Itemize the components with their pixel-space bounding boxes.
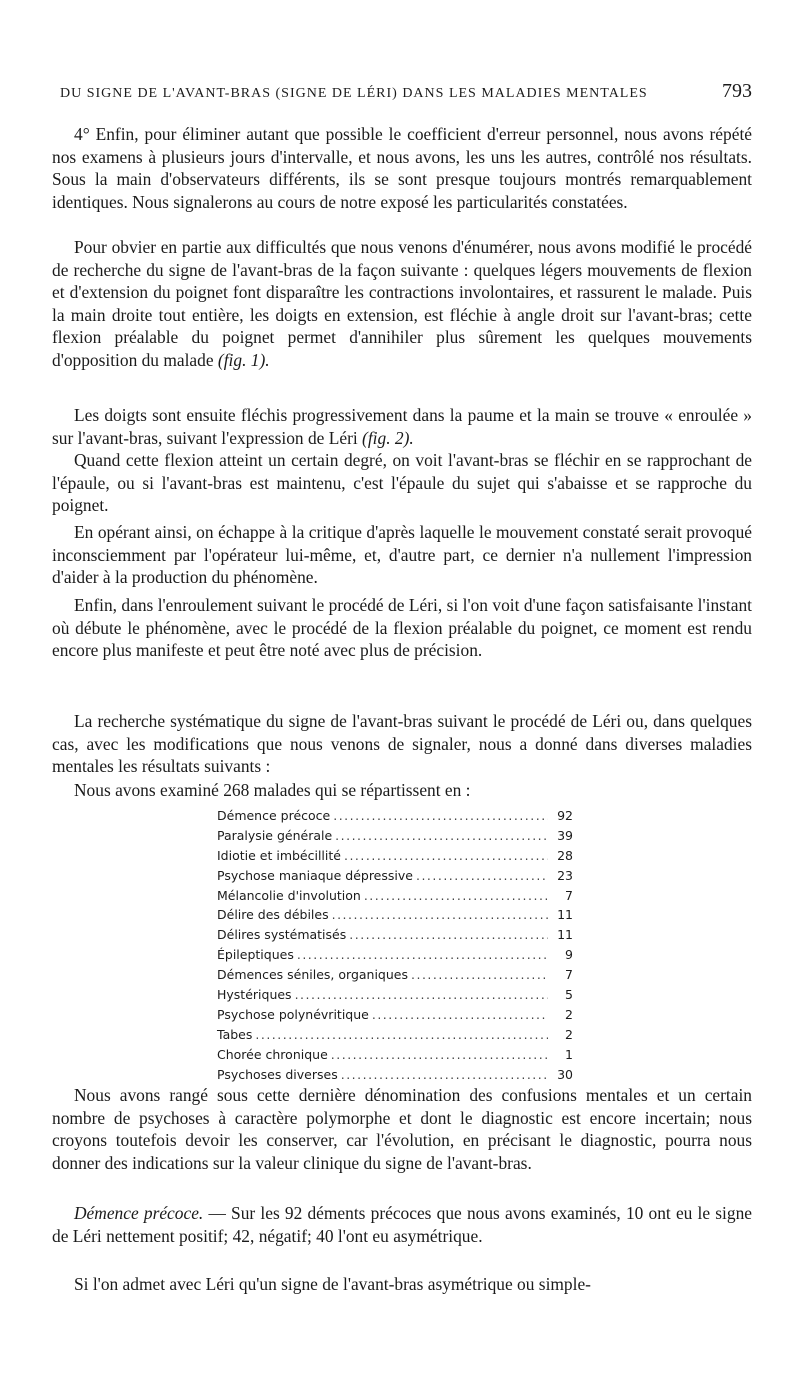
paragraph-enroulement: Enfin, dans l'enroulement suivant le procédé de Léri, si l'on voit d'une façon satisfaisante l'instant où débute le phénomène, avec le procédé de la flexion préalable du poignet, ce moment est rendu encore plus manifeste et peut être noté avec plus de précision. [52, 595, 752, 660]
paragraph-text: Pour obvier en partie aux difficultés que nous venons d'énumérer, nous avons modifié le procédé de recherche du signe de l'avant-bras de la façon suivante : quelques légers mouvements de flexion et d'extension du poignet font disparaître les contractions involontaires, et rassurent le malade. Puis la main droite tout entière, les doigts en extension, est fléchie à angle droit sur l'avant-bras; cette flexion préalable du poignet permet d'annihiler plus sûrement les quelques mouvements d'opposition du malade [52, 237, 752, 370]
leader-dots [255, 1025, 548, 1045]
row-label: Délire des débiles [217, 907, 329, 923]
leader-dots [341, 1065, 548, 1085]
page-number: 793 [722, 80, 752, 102]
running-header [60, 80, 752, 110]
section-label: Démence précoce. [74, 1203, 204, 1223]
row-count: 92 [557, 808, 573, 823]
figure-reference-2: (fig. 2). [362, 427, 414, 448]
leader-dots [411, 965, 548, 985]
leader-dots [333, 806, 548, 826]
paragraph-modified-procedure [52, 236, 752, 371]
paragraph-asymmetric-sign: Si l'on admet avec Léri qu'un signe de l'avant-bras asymétrique ou simple- [74, 1274, 591, 1294]
leader-dots [416, 866, 548, 886]
table-row [217, 905, 573, 925]
row-count: 11 [557, 927, 573, 943]
table-row [217, 846, 573, 866]
paragraph-error-elimination: 4° Enfin, pour éliminer autant que possible le coefficient d'erreur personnel, nous avons répété nos examens à plusieurs jours d'intervalle, et nous avons, les uns les autres, contrôlé nos résultats. Sous la main d'observateurs différents, ils se sont presque toujours montrés remarquablement identiques. Nous signalerons au cours de notre exposé les particularités constatées. [52, 124, 752, 212]
diagnosis-table [217, 806, 573, 1084]
row-label: Hystériques [217, 987, 292, 1003]
table-row [217, 826, 573, 846]
row-count: 7 [565, 967, 573, 983]
row-label: Démence précoce [217, 808, 331, 823]
table-row [217, 886, 573, 906]
table-row [217, 1045, 573, 1065]
row-count: 1 [565, 1046, 573, 1062]
row-count: 39 [557, 827, 573, 843]
paragraph-classification-note: Nous avons rangé sous cette dernière dénomination des confusions mentales et un certain nombre de psychoses à caractère polymorphe et dont le diagnostic est encore incertain; nous croyons toutefois devoir les conserver, car l'évolution, en précisant le diagnostic, pourra nous donner des indications sur la valeur clinique du signe de l'avant-bras. [52, 1085, 752, 1173]
row-count: 30 [557, 1066, 573, 1082]
row-count: 2 [565, 1006, 573, 1022]
table-row [217, 965, 573, 985]
row-label: Mélancolie d'involution [217, 887, 361, 903]
leader-dots [332, 905, 548, 925]
row-label: Épileptiques [217, 947, 294, 963]
row-count: 5 [565, 987, 573, 1003]
row-count: 2 [565, 1026, 573, 1042]
figure-reference-1: (fig. 1). [217, 349, 270, 370]
table-row [217, 806, 573, 826]
row-label: Psychoses diverses [217, 1066, 338, 1082]
leader-dots [344, 846, 548, 866]
row-count: 7 [565, 887, 573, 903]
row-label: Tabes [217, 1026, 253, 1042]
table-row [217, 1025, 573, 1045]
table-row [217, 925, 573, 945]
paragraph-flexion-degree: Quand cette flexion atteint un certain degré, on voit l'avant-bras se fléchir en se rapprochant de l'épaule, ou si l'avant-bras est maintenu, c'est l'épaule du sujet qui s'abaisse et se rapproche du poignet. [52, 450, 752, 515]
table-row [217, 945, 573, 965]
paragraph-fingers-flexed [52, 404, 752, 449]
row-label: Délires systématisés [217, 927, 347, 943]
row-label: Paralysie générale [217, 827, 333, 843]
paragraph-critique: En opérant ainsi, on échappe à la critique d'après laquelle le mouvement constaté serait provoqué inconsciemment par l'opérateur lui-même, et, d'autre part, ce dernier n'a nullement l'impression d'aider à la production du phénomène. [52, 522, 752, 587]
row-label: Chorée chronique [217, 1046, 328, 1062]
leader-dots [297, 945, 548, 965]
leader-dots [335, 826, 548, 846]
table-row [217, 1065, 573, 1085]
row-count: 23 [557, 867, 573, 883]
table-row [217, 866, 573, 886]
table-row [217, 985, 573, 1005]
paragraph-dementia-praecox [52, 1202, 752, 1247]
row-count: 9 [565, 947, 573, 963]
paragraph-systematic-search: La recherche systématique du signe de l'avant-bras suivant le procédé de Léri ou, dans quelques cas, avec les modifications que nous venons de signaler, nous a donné dans diverses maladies mentales les résultats suivants : [52, 711, 752, 776]
header-title: DU SIGNE DE L'AVANT-BRAS (SIGNE DE LÉRI) DANS LES MALADIES MENTALES [60, 86, 648, 101]
paragraph-patients-examined: Nous avons examiné 268 malades qui se répartissent en : [74, 780, 471, 800]
leader-dots [331, 1045, 548, 1065]
leader-dots [349, 925, 548, 945]
row-count: 11 [557, 907, 573, 923]
paragraph-text: — Sur les 92 déments précoces que nous avons examinés, 10 ont eu le signe de Léri nettement positif; 42, négatif; 40 l'ont eu asymétrique. [52, 1203, 753, 1246]
row-count: 28 [557, 847, 573, 863]
table-row [217, 1005, 573, 1025]
row-label: Démences séniles, organiques [217, 967, 408, 983]
row-label: Idiotie et imbécillité [217, 847, 341, 863]
row-label: Psychose polynévritique [217, 1006, 369, 1022]
leader-dots [295, 985, 548, 1005]
row-label: Psychose maniaque dépressive [217, 867, 413, 883]
leader-dots [364, 886, 548, 906]
leader-dots [372, 1005, 548, 1025]
paragraph-text: Les doigts sont ensuite fléchis progressivement dans la paume et la main se trouve « enroulée » sur l'avant-bras, suivant l'expression de Léri [52, 405, 752, 448]
